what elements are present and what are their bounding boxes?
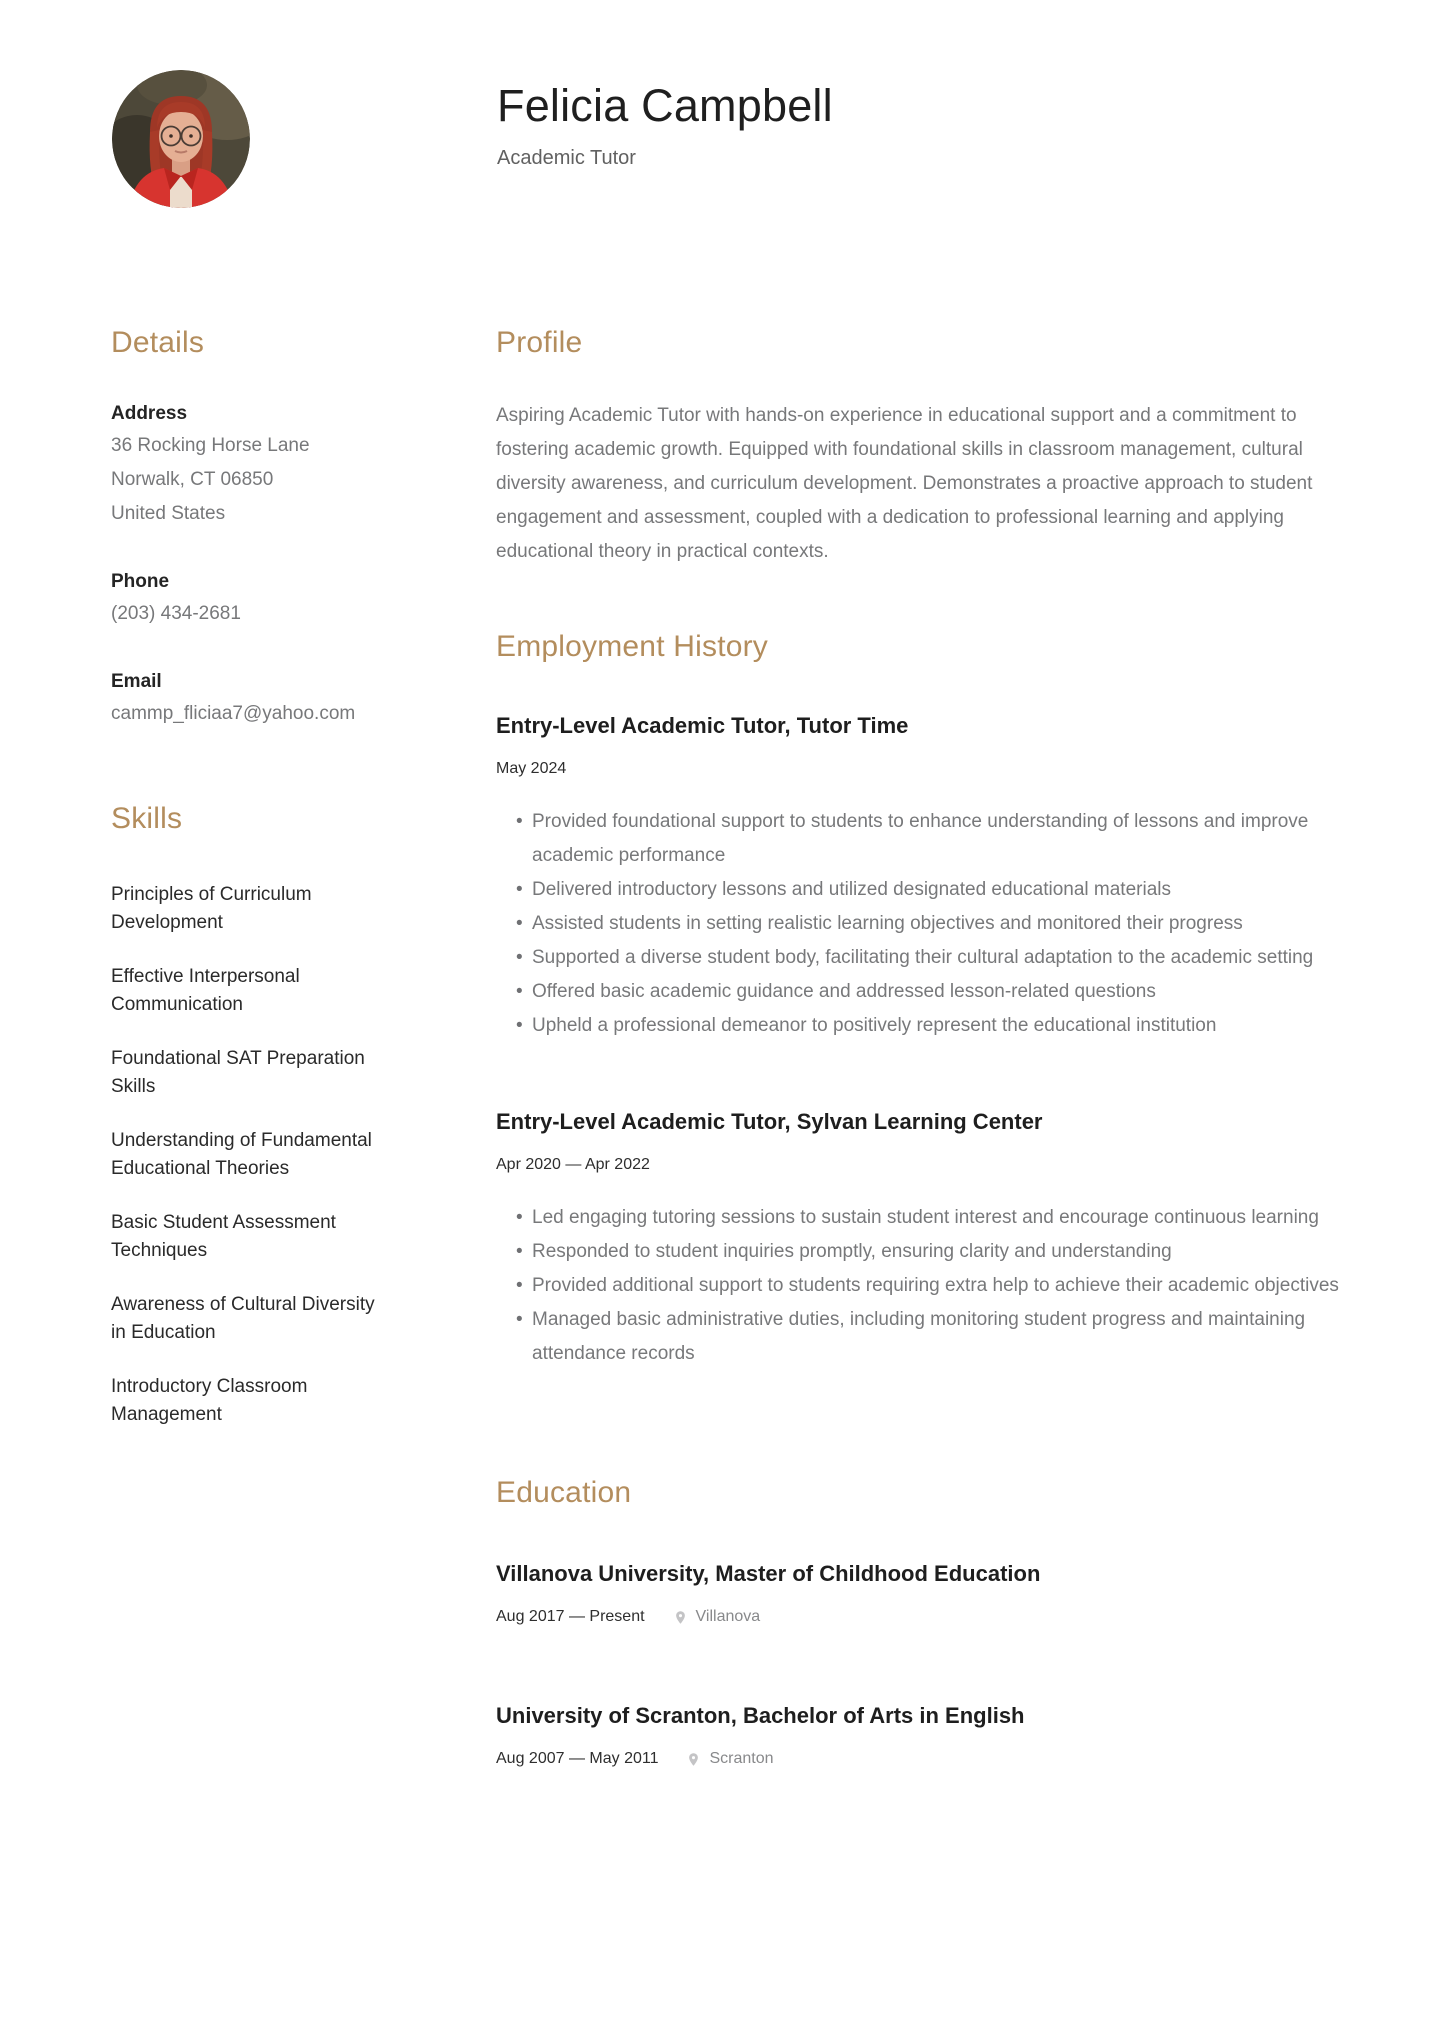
education-title: Villanova University, Master of Childhood Education (496, 1561, 1041, 1586)
address-group (111, 399, 391, 531)
header-text (497, 70, 833, 208)
job-duty: • Led engaging tutoring sessions to sustain student interest and encourage continuous learning (532, 1201, 1356, 1235)
location-pin-icon (673, 1610, 688, 1625)
job-duty: • Responded to student inquiries promptly, ensuring clarity and understanding (532, 1235, 1356, 1269)
skill-item: Understanding of Fundamental Educational Theories (111, 1130, 372, 1179)
email-label: Email (111, 671, 162, 692)
education-location-text: Scranton (709, 1750, 774, 1767)
section-title-details: Details (111, 326, 205, 359)
education-location-text: Villanova (695, 1608, 761, 1625)
phone-label: Phone (111, 571, 170, 592)
job-duties-list (496, 1201, 1356, 1371)
job-duty: • Upheld a professional demeanor to positively represent the educational institution (532, 1009, 1356, 1043)
address-label: Address (111, 403, 188, 424)
skill-item: Foundational SAT Preparation Skills (111, 1048, 365, 1097)
phone-value: (203) 434-2681 (111, 603, 241, 624)
job-date: Apr 2020 — Apr 2022 (496, 1156, 650, 1173)
education-date: Aug 2007 — May 2011 (496, 1750, 659, 1767)
job-entry (496, 1107, 1356, 1371)
skill-item: Basic Student Assessment Techniques (111, 1212, 336, 1261)
job-date: May 2024 (496, 760, 567, 777)
education-meta (496, 1605, 1356, 1629)
education-entry (496, 1701, 1356, 1771)
location-pin-icon (686, 1752, 701, 1767)
email-group (111, 667, 391, 731)
resume-header (0, 0, 1440, 208)
section-title-education: Education (496, 1476, 632, 1509)
job-duty: • Supported a diverse student body, facilitating their cultural adaptation to the academic setting (532, 941, 1356, 975)
skills-list (111, 881, 391, 1429)
sidebar (111, 325, 391, 1771)
education-title: University of Scranton, Bachelor of Arts in English (496, 1703, 1025, 1728)
job-title: Entry-Level Academic Tutor, Tutor Time (496, 713, 909, 738)
job-duty: • Assisted students in setting realistic learning objectives and monitored their progress (532, 907, 1356, 941)
education-meta (496, 1747, 1356, 1771)
address-line: United States (111, 503, 226, 524)
phone-group (111, 567, 391, 631)
section-title-employment: Employment History (496, 630, 769, 663)
job-duty: • Delivered introductory lessons and utilized designated educational materials (532, 873, 1356, 907)
main-column (496, 325, 1356, 1771)
job-duty: • Offered basic academic guidance and addressed lesson-related questions (532, 975, 1356, 1009)
job-duties-list (496, 805, 1356, 1043)
section-title-profile: Profile (496, 326, 583, 359)
candidate-role: Academic Tutor (497, 147, 636, 169)
education-location (673, 1605, 761, 1629)
resume-body (0, 325, 1440, 1771)
candidate-name: Felicia Campbell (497, 80, 833, 131)
skill-item: Introductory Classroom Management (111, 1376, 308, 1425)
job-entry (496, 711, 1356, 1043)
job-duty: • Provided additional support to students requiring extra help to achieve their academic objectives (532, 1269, 1356, 1303)
job-title: Entry-Level Academic Tutor, Sylvan Learning Center (496, 1109, 1043, 1134)
avatar-photo-icon (112, 70, 250, 208)
skill-item: Effective Interpersonal Communication (111, 966, 300, 1015)
address-line: Norwalk, CT 06850 (111, 469, 274, 490)
skill-item: Principles of Curriculum Development (111, 884, 312, 933)
email-value: cammp_fliciaa7@yahoo.com (111, 703, 356, 724)
skill-item: Awareness of Cultural Diversity in Education (111, 1294, 375, 1343)
avatar (112, 70, 250, 208)
section-title-skills: Skills (111, 802, 183, 835)
education-location (686, 1747, 773, 1771)
education-entry (496, 1559, 1356, 1629)
address-line: 36 Rocking Horse Lane (111, 435, 310, 456)
education-date: Aug 2017 — Present (496, 1608, 645, 1625)
job-duty: • Managed basic administrative duties, including monitoring student progress and maintaining attendance records (532, 1303, 1356, 1371)
job-duty: • Provided foundational support to students to enhance understanding of lessons and improve academic performance (532, 805, 1356, 873)
profile-summary: Aspiring Academic Tutor with hands-on experience in educational support and a commitment to fostering academic growth. Equipped with foundational skills in classroom management, cultural diversity awareness, and curriculum development. Demonstrates a proactive approach to student engagement and assessment, coupled with a dedication to professional learning and applying educational theory in practical contexts. (496, 405, 1313, 562)
